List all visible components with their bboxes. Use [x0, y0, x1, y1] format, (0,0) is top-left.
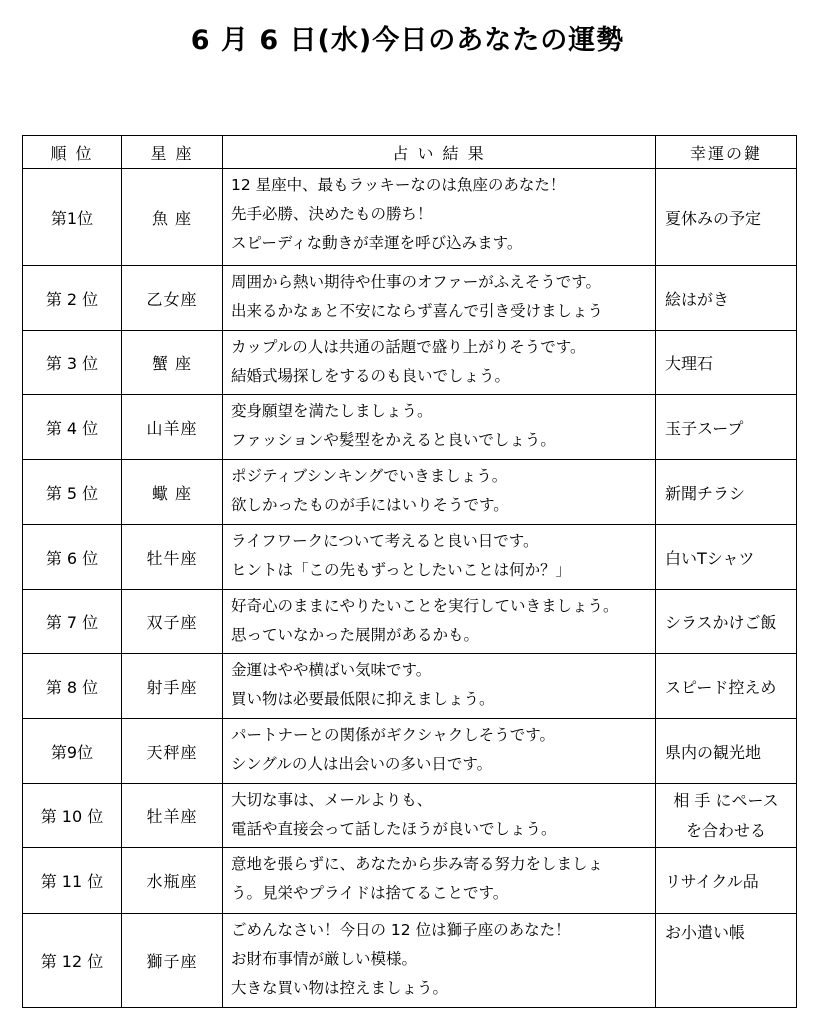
lucky-key-cell — [656, 848, 797, 914]
fortune-result-cell — [223, 914, 656, 1008]
fortune-result-line: ライフワークについて考えると良い日です。 — [231, 532, 539, 550]
fortune-result-line: 先手必勝、決めたもの勝ち！ — [231, 205, 433, 223]
fortune-result-line: 欲しかったものが手にはいりそうです。 — [231, 496, 509, 514]
lucky-key-cell — [656, 719, 797, 784]
fortune-result-line: 大切な事は、メールよりも、 — [231, 791, 433, 809]
lucky-key-text: 白いTシャツ — [665, 548, 755, 568]
fortune-result-cell — [223, 460, 656, 525]
lucky-key-text: シラスかけご飯 — [665, 613, 777, 632]
lucky-key-text: スピード控えめ — [665, 677, 777, 697]
fortune-result-line: 変身願望を満たしましょう。 — [231, 402, 433, 420]
table-row — [23, 331, 797, 395]
rank-cell: 第 7 位 — [23, 590, 122, 654]
fortune-result-line: 電話や直接会って話したほうが良いでしょう。 — [231, 820, 557, 838]
rank-cell: 第 5 位 — [23, 460, 122, 525]
rank-cell: 第1位 — [23, 169, 122, 266]
zodiac-sign-cell: 蟹 座 — [122, 331, 223, 395]
table-row — [23, 848, 797, 914]
lucky-key-cell — [656, 266, 797, 331]
fortune-result-cell — [223, 169, 656, 266]
fortune-result-line: スピーディな動きが幸運を呼び込みます。 — [231, 234, 523, 252]
fortune-result-line: 買い物は必要最低限に抑えましょう。 — [231, 690, 495, 708]
table-row — [23, 460, 797, 525]
lucky-key-cell — [656, 331, 797, 395]
lucky-key-text: 玉子スープ — [665, 418, 744, 438]
page-title: 6 月 6 日(水)今日のあなたの運勢 — [190, 25, 625, 56]
fortune-result-line: 結婚式場探しをするのも良いでしょう。 — [231, 367, 511, 385]
rank-cell: 第 2 位 — [23, 266, 122, 331]
fortune-result-line: 金運はやや横ばい気味です。 — [231, 661, 432, 679]
fortune-result-cell — [223, 266, 656, 331]
fortune-result-line: 思っていなかった展開があるかも。 — [231, 626, 480, 644]
fortune-result-line: う。見栄やプライドは捨てることです。 — [231, 884, 509, 902]
rank-cell: 第 4 位 — [23, 395, 122, 460]
lucky-key-text: リサイクル品 — [665, 872, 759, 891]
table-row — [23, 654, 797, 719]
lucky-key-text: 県内の観光地 — [665, 742, 762, 762]
zodiac-sign-cell: 蠍 座 — [122, 460, 223, 525]
fortune-result-line: ヒントは「この先もずっとしたいことは何か？」 — [231, 561, 572, 579]
fortune-result-cell — [223, 590, 656, 654]
lucky-key-text: お小遣い帳 — [665, 923, 746, 942]
lucky-key-cell — [656, 395, 797, 460]
fortune-result-cell — [223, 784, 656, 848]
header-sign: 星 座 — [122, 136, 223, 169]
rank-cell: 第 11 位 — [23, 848, 122, 914]
zodiac-sign-cell: 山羊座 — [122, 395, 223, 460]
lucky-key-text: 相 手 にペース — [673, 790, 779, 810]
fortune-table — [22, 135, 797, 1008]
rank-cell: 第 10 位 — [23, 784, 122, 848]
rank-cell: 第 8 位 — [23, 654, 122, 719]
fortune-result-cell — [223, 654, 656, 719]
lucky-key-cell — [656, 590, 797, 654]
zodiac-sign-cell: 乙女座 — [122, 266, 223, 331]
header-rank: 順 位 — [23, 136, 122, 169]
rank-cell: 第9位 — [23, 719, 122, 784]
lucky-key-cell — [656, 654, 797, 719]
fortune-result-line: 意地を張らずに、あなたから歩み寄る努力をしましょ — [231, 855, 604, 873]
fortune-result-line: 大きな買い物は控えましょう。 — [231, 979, 449, 997]
fortune-result-line: ファッションや髪型をかえると良いでしょう。 — [231, 431, 556, 449]
fortune-result-cell — [223, 719, 656, 784]
fortune-result-line: 周囲から熱い期待や仕事のオファーがふえそうです。 — [231, 273, 601, 291]
zodiac-sign-cell: 射手座 — [122, 654, 223, 719]
lucky-key-cell — [656, 525, 797, 590]
fortune-result-line: ごめんなさい！今日の 12 位は獅子座のあなた！ — [231, 921, 571, 939]
table-row — [23, 719, 797, 784]
header-result: 占 い 結 果 — [223, 136, 656, 169]
rank-cell: 第 6 位 — [23, 525, 122, 590]
zodiac-sign-cell: 牡牛座 — [122, 525, 223, 590]
lucky-key-text: 夏休みの予定 — [665, 208, 762, 228]
table-header-row — [23, 136, 797, 169]
lucky-key-text: 絵はがき — [665, 289, 730, 309]
lucky-key-cell — [656, 784, 797, 848]
fortune-result-cell — [223, 331, 656, 395]
rank-cell: 第 12 位 — [23, 914, 122, 1008]
lucky-key-cell — [656, 460, 797, 525]
table-row — [23, 590, 797, 654]
zodiac-sign-cell: 魚 座 — [122, 169, 223, 266]
table-row — [23, 525, 797, 590]
zodiac-sign-cell: 牡羊座 — [122, 784, 223, 848]
table-row — [23, 914, 797, 1008]
fortune-result-line: ポジティブシンキングでいきましょう。 — [231, 467, 508, 485]
fortune-result-line: シングルの人は出会いの多い日です。 — [231, 755, 493, 773]
fortune-result-line: 好奇心のままにやりたいことを実行していきましょう。 — [231, 597, 619, 615]
lucky-key-cell — [656, 914, 797, 1008]
table-row — [23, 169, 797, 266]
zodiac-sign-cell: 双子座 — [122, 590, 223, 654]
rank-cell: 第 3 位 — [23, 331, 122, 395]
fortune-result-line: カップルの人は共通の話題で盛り上がりそうです。 — [231, 338, 586, 356]
table-row — [23, 395, 797, 460]
zodiac-sign-cell: 天秤座 — [122, 719, 223, 784]
lucky-key-cell — [656, 169, 797, 266]
fortune-result-line: 12 星座中、最もラッキーなのは魚座のあなた！ — [231, 176, 566, 194]
fortune-table-body — [23, 169, 797, 1008]
zodiac-sign-cell: 水瓶座 — [122, 848, 223, 914]
lucky-key-text: 新聞チラシ — [665, 483, 746, 503]
zodiac-sign-cell: 獅子座 — [122, 914, 223, 1008]
fortune-result-cell — [223, 525, 656, 590]
header-key: 幸運の鍵 — [656, 136, 797, 169]
fortune-result-cell — [223, 395, 656, 460]
fortune-result-line: お財布事情が厳しい模様。 — [231, 950, 418, 968]
table-row — [23, 266, 797, 331]
fortune-result-cell — [223, 848, 656, 914]
lucky-key-text: を合わせる — [685, 820, 766, 840]
lucky-key-text: 大理石 — [665, 354, 714, 373]
fortune-result-line: パートナーとの関係がギクシャクしそうです。 — [231, 726, 555, 744]
fortune-result-line: 出来るかなぁと不安にならず喜んで引き受けましょう — [231, 302, 604, 320]
table-row — [23, 784, 797, 848]
